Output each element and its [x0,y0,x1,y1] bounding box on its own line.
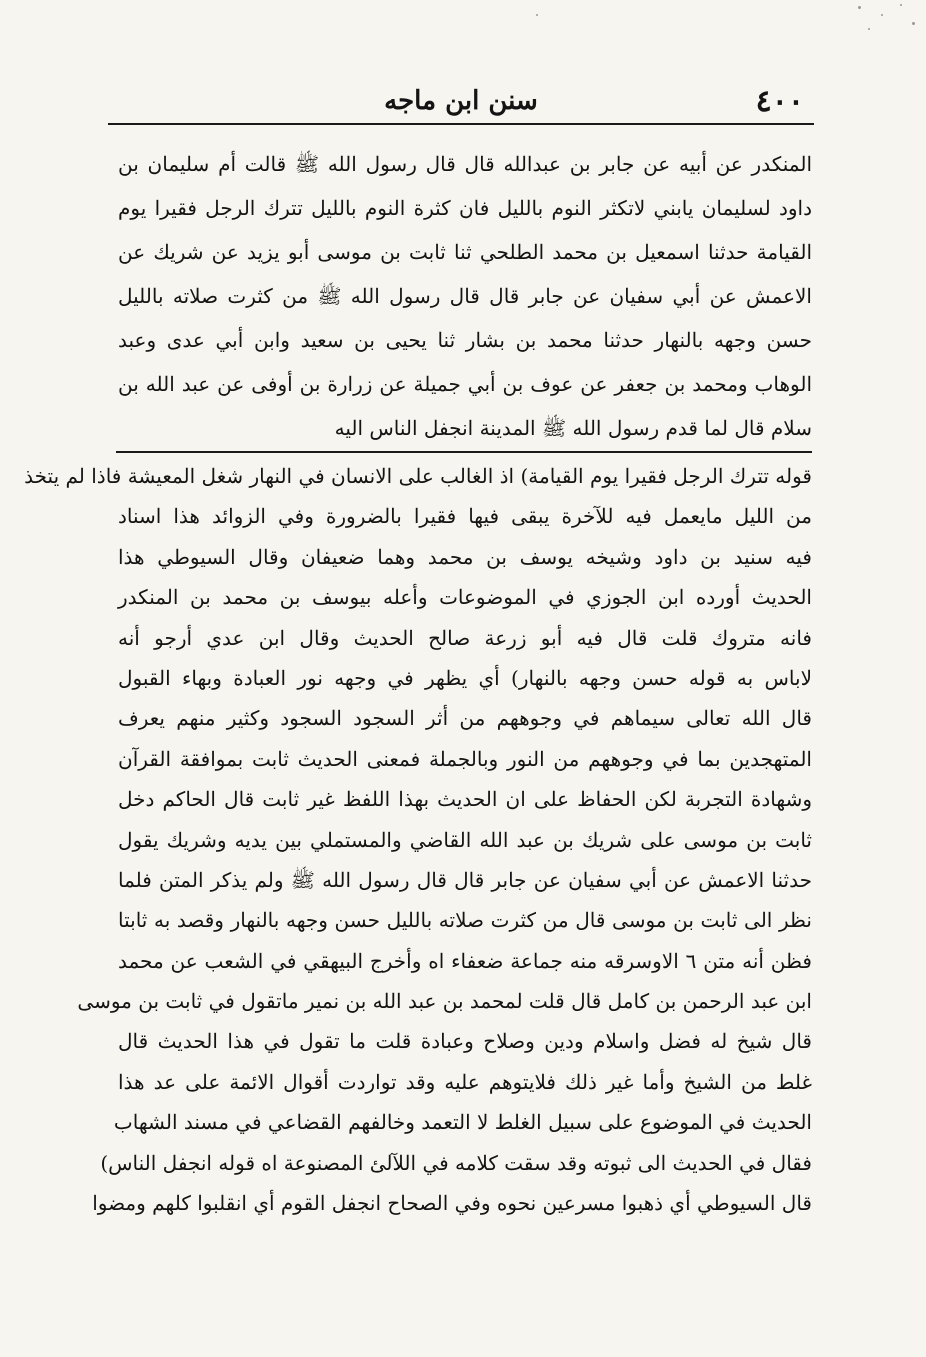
commentary-line: فظن أنه متن ٦ الاوسرقه منه جماعة ضعفاء اه وأخرج البيهقي في الشعب عن محمد [118,948,812,973]
commentary-line: وشهادة التجربة لكن الحفاظ على ان الحديث بهذا اللفظ غير ثابت قال الحاكم دخل [118,787,812,812]
page-number: ٤٠٠ [755,84,804,119]
scan-speck [900,4,902,6]
commentary-line: من الليل مايعمل فيه للآخرة يبقى فيها فقيرا بالضرورة وفي الزوائد هذا اسناد [118,504,812,529]
commentary-line: الحديث أورده ابن الجوزي في الموضوعات وأعله بيوسف بن محمد بن المنكدر [118,585,812,610]
hadith-line: سلام قال لما قدم رسول الله ﷺ المدينة انجفل الناس اليه [334,416,812,440]
hadith-line: داود لسليمان يابني لاتكثر النوم بالليل فان كثرة النوم بالليل تترك الرجل فقيرا يوم [118,196,812,220]
commentary-line: قال السيوطي أي ذهبوا مسرعين نحوه وفي الصحاح انجفل القوم أي انقلبوا كلهم ومضوا [92,1191,812,1216]
hadith-line: المنكدر عن أبيه عن جابر بن عبدالله قال قال رسول الله ﷺ قالت أم سليمان بن [118,152,812,176]
commentary-line: المتهجدين بما في وجوههم من النور وبالجملة فمعنى الحديث ثابت بموافقة القرآن [118,746,812,771]
running-title: سنن ابن ماجه [384,86,538,116]
commentary-line: حدثنا الاعمش عن أبي سفيان عن جابر قال قال رسول الله ﷺ ولم يذكر المتن فلما [118,867,812,892]
hadith-line: القيامة حدثنا اسمعيل بن محمد الطلحي ثنا ثابت بن موسى أبو يزيد عن شريك عن [118,240,812,264]
commentary-line: فقال في الحديث الى ثبوته وقد سقت كلامه في اللآلئ المصنوعة اه قوله انجفل الناس) [100,1150,812,1175]
scan-speck [858,6,861,9]
scan-speck [881,14,883,16]
commentary-line: قال شيخ له فضل واسلام ودين وصلاح وعبادة قلت ما تقول في هذا الحديث قال [118,1029,812,1054]
header-rule [108,123,814,125]
hadith-line: حسن وجهه بالنهار حدثنا محمد بن بشار ثنا يحيى بن سعيد وابن أبي عدى وعبد [118,328,812,352]
commentary-line: ثابت بن موسى على شريك بن عبد الله القاضي والمستملي بين يديه وشريك يقول [118,827,812,852]
scan-speck [912,22,915,25]
hadith-line: الوهاب ومحمد بن جعفر عن عوف بن أبي جميلة عن زرارة بن أوفى عن عبد الله بن [118,372,812,396]
commentary-line: نظر الى ثابت بن موسى قال من كثرت صلاته بالليل حسن وجهه بالنهار وقصد به ثابتا [118,908,812,933]
commentary-line: الحديث في الموضوع على سبيل الغلط لا التعمد وخالفهم القضاعي في مسند الشهاب [113,1110,812,1135]
commentary-line: ابن عبد الرحمن بن كامل قال قلت لمحمد بن عبد الله بن نمير ماتقول في ثابت بن موسى [77,989,812,1014]
commentary-line: قال الله تعالى سيماهم في وجوههم من أثر السجود السجود وكثير منهم يعرف [118,706,812,731]
commentary-line: لاباس به قوله حسن وجهه بالنهار) أي يظهر في وجهه نور العبادة وبهاء القبول [118,665,812,690]
commentary-line: غلط من الشيخ وأما غير ذلك فلايتوهم عليه وقد تواردت أقوال الائمة على عد هذا [118,1069,812,1094]
commentary-text [24,456,812,1223]
hadith-text [118,142,812,450]
commentary-line: فيه سنيد بن داود وشيخه يوسف بن محمد وهما ضعيفان وقال السيوطي هذا [118,544,812,569]
commentary-line: قوله تترك الرجل فقيرا يوم القيامة) اذ الغالب على الانسان في النهار شغل المعيشة فاذا لم يتخذ [24,464,812,488]
section-rule [116,451,812,453]
scan-speck [868,28,870,30]
page-header [108,84,814,124]
commentary-line: فانه متروك قلت قال فيه أبو زرعة صالح الحديث وقال ابن عدي أرجو أنه [118,625,812,650]
scan-speck [536,14,538,16]
hadith-line: الاعمش عن أبي سفيان عن جابر قال قال رسول الله ﷺ من كثرت صلاته بالليل [118,284,812,308]
